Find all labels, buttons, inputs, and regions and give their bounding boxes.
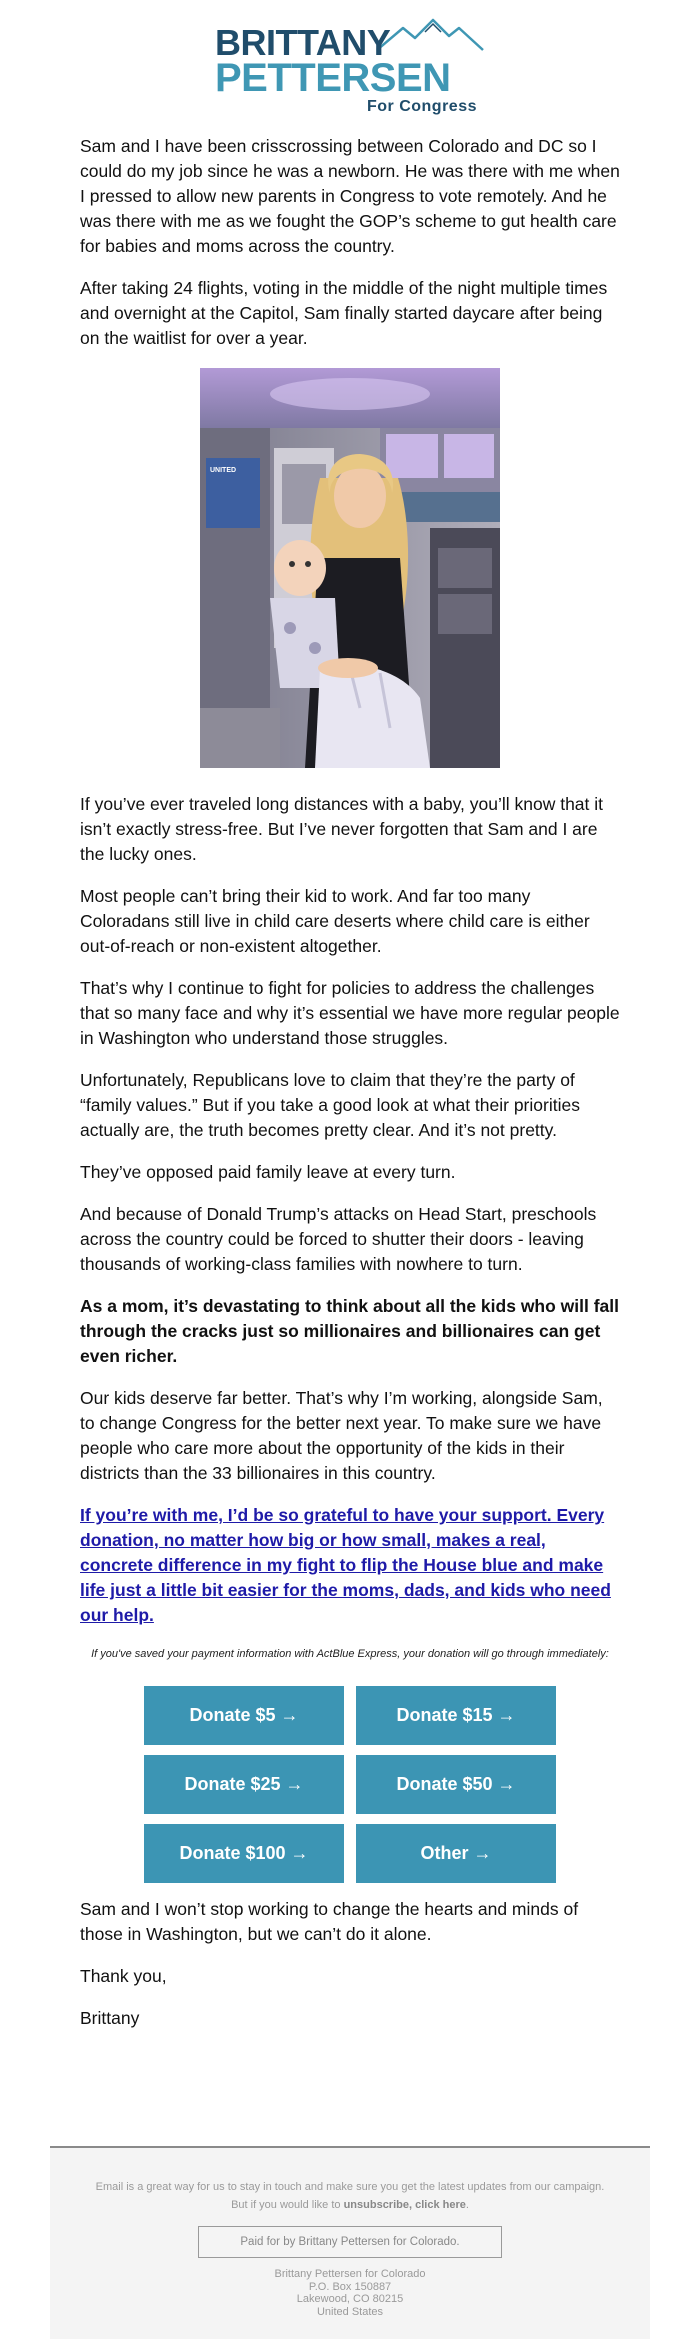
airplane-photo-illustration (200, 368, 500, 768)
address-line-country: United States (316, 2305, 384, 2318)
logo-line-tagline: For Congress (366, 98, 477, 115)
footer-unsubscribe-prefix: But if you would like to (231, 2199, 344, 2211)
donate-100-button[interactable]: Donate $100 → (144, 1824, 344, 1883)
photo-mom-and-baby (200, 368, 500, 768)
donate-5-button[interactable]: Donate $5 → (144, 1686, 344, 1745)
paragraph-traveled: If you’ve ever traveled long distances with a baby, you’ll know that it isn’t exactly stress-free. But I’ve never forgotten that Sam and I are the lucky ones. (80, 794, 604, 864)
paragraph-fight-policies: That’s why I continue to fight for policies to address the challenges that so many face and why it’s essential we have more regular people in Washington who understand those struggles. (80, 978, 620, 1048)
footer-text (50, 2178, 650, 2214)
email-body (80, 18, 620, 2031)
actblue-note: If you've saved your payment information with ActBlue Express, your donation will go through immediately: (91, 1648, 609, 1660)
paragraph-devastating: As a mom, it’s devastating to think about all the kids who will fall through the cracks just so millionaires and billionaires can get even richer. (80, 1296, 620, 1366)
paragraph-bring-kid: Most people can’t bring their kid to work. And far too many Coloradans still live in child care deserts where child care is either out-of-reach or non-existent altogether. (80, 886, 590, 956)
paragraph-donate-link (80, 1503, 620, 1628)
donate-other-button[interactable]: Other → (356, 1824, 556, 1883)
unsubscribe-link[interactable]: unsubscribe, click here (343, 2199, 466, 2211)
paragraph-head-start: And because of Donald Trump’s attacks on Head Start, preschools across the country could be forced to shutter their doors - leaving thousands of working-class families with nowhere to turn. (80, 1204, 597, 1274)
address-line-org: Brittany Pettersen for Colorado (274, 2268, 426, 2280)
donate-50-button[interactable]: Donate $50 → (356, 1755, 556, 1814)
email-footer (50, 2146, 650, 2339)
paragraph-intro: Sam and I have been crisscrossing between Colorado and DC so I could do my job since he was a newborn. He was there with me when I pressed to allow new parents in Congress to vote remotely. And he was there with me as we fought the GOP’s scheme to gut health care for babies and moms across the country. (80, 136, 620, 256)
footer-line-stay-in-touch: Email is a great way for us to stay in touch and make sure you get the latest updates from our campaign. (95, 2181, 605, 2193)
paragraph-closing: Sam and I won’t stop working to change the hearts and minds of those in Washington, but we can’t do it alone. (80, 1899, 579, 1944)
united-sign-text: UNITED (210, 467, 237, 474)
footer-unsubscribe-suffix: . (465, 2199, 469, 2211)
logo-line-name: BRITTANY (215, 22, 391, 63)
signoff-thanks: Thank you, (80, 1966, 167, 1986)
mountain-logo-icon (375, 18, 485, 52)
footer-line-unsubscribe (50, 2196, 650, 2214)
signoff-name: Brittany (80, 2008, 140, 2028)
donate-button-grid (144, 1686, 556, 1883)
donate-support-link[interactable]: If you’re with me, I’d be so grateful to have your support. Every donation, no matter how big or how small, makes a real, concrete difference in my fight to flip the House blue and make life just a little bit easier for the moms, dads, and kids who need our help. (80, 1505, 611, 1625)
footer-address (50, 2268, 650, 2318)
paragraph-flights: After taking 24 flights, voting in the middle of the night multiple times and overnight at the Capitol, Sam finally started daycare after being on the waitlist for over a year. (80, 278, 608, 348)
donate-15-button[interactable]: Donate $15 → (356, 1686, 556, 1745)
paid-for-box: Paid for by Brittany Pettersen for Colorado. (198, 2226, 502, 2258)
paragraph-paid-leave: They’ve opposed paid family leave at every turn. (80, 1162, 456, 1182)
address-line-po-box: P.O. Box 150887 (308, 2280, 392, 2293)
donate-25-button[interactable]: Donate $25 → (144, 1755, 344, 1814)
paragraph-family-values: Unfortunately, Republicans love to claim that they’re the party of “family values.” But if you take a good look at what their priorities actually are, the truth becomes pretty clear. And it’s not pretty. (80, 1070, 580, 1140)
logo-line-surname: PETTERSEN (215, 56, 451, 100)
campaign-logo[interactable] (215, 18, 485, 115)
address-line-city: Lakewood, CO 80215 (296, 2293, 404, 2305)
paragraph-deserve: Our kids deserve far better. That’s why I’m working, alongside Sam, to change Congress for the better next year. To make sure we have people who care more about the opportunity of the kids in their districts than the 33 billionaires in this country. (80, 1388, 603, 1483)
